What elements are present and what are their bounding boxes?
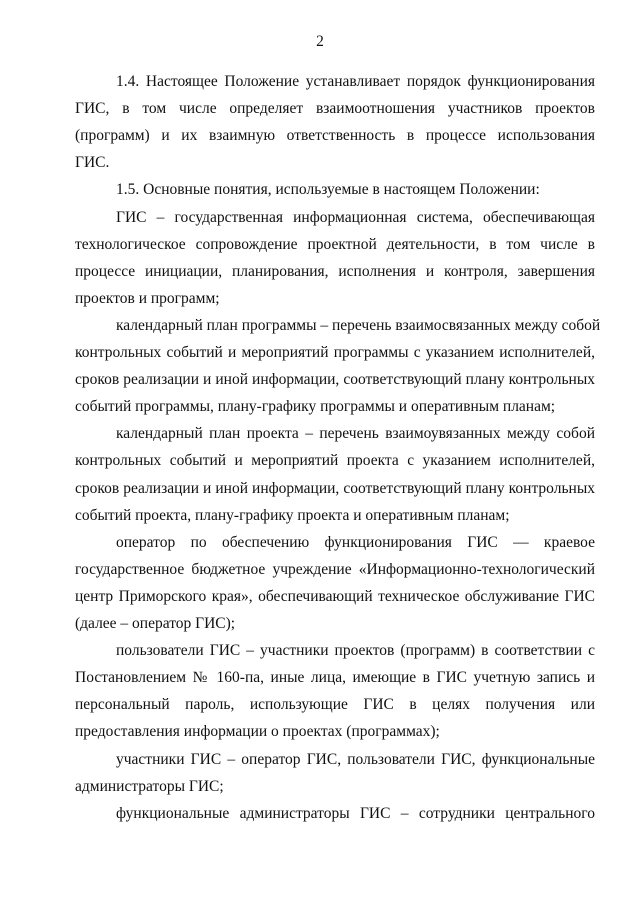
text-line: функциональные администраторы ГИС – сотрудники центрального [116, 804, 595, 822]
text-line: 1.4. Настоящее Положение устанавливает порядок функционирования [116, 73, 595, 90]
text-line: проектов и программ; [75, 289, 220, 307]
text-line: процессе инициации, планирования, исполнения и контроля, завершения [75, 262, 595, 280]
text-line: Постановлением № 160-па, иные лица, имеющие в ГИС учетную запись и [75, 669, 595, 687]
text-line: предоставления информации о проектах (программах); [75, 723, 440, 741]
text-line: календарный план проекта – перечень взаимоувязанных между собой [116, 425, 595, 443]
text-line: администраторы ГИС; [75, 777, 224, 795]
text-line: оператор по обеспечению функционирования ГИС — краевое [116, 533, 595, 551]
text-line: (программ) и их взаимную ответственность в процессе использования [75, 127, 595, 145]
text-line: контрольных событий и мероприятий программы с указанием исполнителей, [75, 344, 595, 361]
text-line: ГИС. [75, 154, 110, 172]
text-line: ГИС – государственная информационная система, обеспечивающая [116, 208, 595, 226]
text-line: событий проекта, плану-графику проекта и оперативным планам; [75, 506, 510, 524]
text-line: (далее – оператор ГИС); [75, 615, 236, 632]
text-line: пользователи ГИС – участники проектов (программ) в соответствии с [116, 642, 595, 660]
text-line: событий программы, плану-графику программы и оперативным планам; [75, 398, 556, 416]
text-line: контрольных событий и мероприятий проекта с указанием исполнителей, [75, 452, 595, 470]
text-line: центр Приморского края», обеспечивающий техническое обслуживание ГИС [75, 587, 595, 605]
text-line: календарный план программы – перечень взаимосвязанных между собой [116, 316, 601, 334]
text-line: 1.5. Основные понятия, используемые в настоящем Положении: [116, 181, 540, 199]
text-line: ГИС, в том числе определяет взаимоотношения участников проектов [75, 100, 595, 118]
text-line: участники ГИС – оператор ГИС, пользователи ГИС, функциональные [116, 750, 595, 768]
text-line: технологическое сопровождение проектной деятельности, в том числе в [75, 235, 595, 253]
text-line: сроков реализации и иной информации, соответствующий плану контрольных [75, 479, 595, 497]
page-number: 2 [316, 33, 324, 50]
text-line: сроков реализации и иной информации, соответствующий плану контрольных [75, 371, 595, 389]
text-line: персональный пароль, использующие ГИС в целях получения или [75, 696, 595, 714]
text-line: государственное бюджетное учреждение «Информационно-технологический [75, 560, 595, 578]
